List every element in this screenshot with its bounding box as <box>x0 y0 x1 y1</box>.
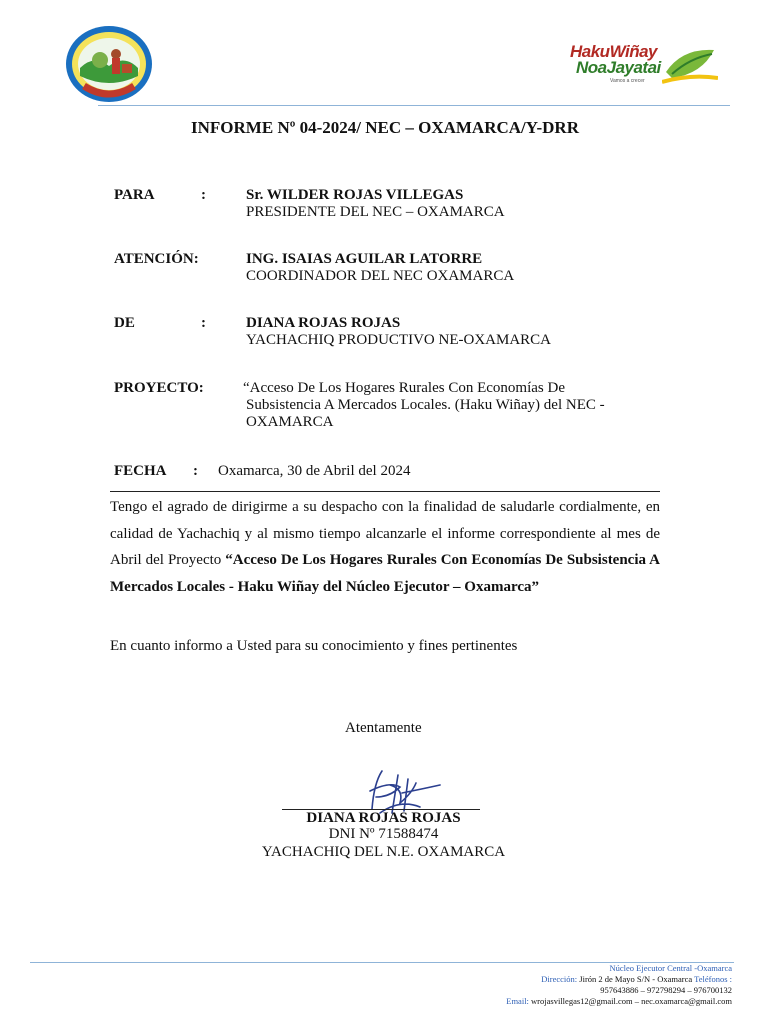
nec-oxamarca-logo <box>64 24 154 104</box>
proyecto-line-1: “Acceso De Los Hogares Rurales Con Economías De <box>243 380 565 396</box>
footer-contact <box>506 963 732 1007</box>
footer-address-row <box>506 974 732 985</box>
de-value <box>246 315 551 349</box>
footer-address: Jirón 2 de Mayo S/N - Oxamarca <box>579 974 693 984</box>
proyecto-line-2: Subsistencia A Mercados Locales. (Haku Wiñay) del NEC - <box>246 397 605 413</box>
fecha-colon: : <box>193 463 198 479</box>
noa-jayatai-wordmark: NoaJayatai <box>576 58 661 77</box>
signer-role: YACHACHIQ DEL N.E. OXAMARCA <box>261 844 506 860</box>
de-name: DIANA ROJAS ROJAS <box>246 315 401 331</box>
atencion-label: ATENCIÓN: <box>114 251 199 267</box>
footer-org: Núcleo Ejecutor Central -Oxamarca <box>609 963 732 973</box>
regards: Atentamente <box>345 720 422 736</box>
header-divider <box>98 105 730 106</box>
closing-sentence: En cuanto informo a Usted para su conocimiento y fines pertinentes <box>110 638 518 654</box>
proyecto-label: PROYECTO: <box>114 380 204 396</box>
para-label: PARA <box>114 187 155 203</box>
fecha-label: FECHA <box>114 463 167 479</box>
body-intro: Tengo el agrado de dirigirme a su despacho con la finalidad de saludarle cordialmente, en calidad de Yachachiq y al mismo tiempo alcanzarle el informe correspondiente al mes de Abril del Proyecto <box>110 499 660 568</box>
footer-phones-label: Teléfonos : <box>694 974 732 984</box>
footer-email-row <box>506 996 732 1007</box>
para-name: Sr. WILDER ROJAS VILLEGAS <box>246 187 464 203</box>
document-title: INFORME Nº 04-2024/ NEC – OXAMARCA/Y-DRR <box>191 118 579 137</box>
fecha-value: Oxamarca, 30 de Abril del 2024 <box>218 463 411 479</box>
footer-phones: 957643886 – 972798294 – 976700132 <box>600 985 732 995</box>
para-role: PRESIDENTE DEL NEC – OXAMARCA <box>246 204 505 220</box>
de-colon: : <box>201 315 206 331</box>
section-divider <box>110 491 660 492</box>
atencion-role: COORDINADOR DEL NEC OXAMARCA <box>246 268 515 284</box>
para-colon: : <box>201 187 206 203</box>
footer-email-label: Email: <box>506 996 529 1006</box>
footer-emails: wrojasvillegas12@gmail.com – nec.oxamarca@gmail.com <box>531 996 732 1006</box>
body-project-name: “Acceso De Los Hogares Rurales Con Economías De Subsistencia A Mercados Locales - Haku Wiñay del Núcleo Ejecutor – Oxamarca” <box>110 552 660 595</box>
de-label: DE <box>114 315 135 331</box>
para-value <box>246 187 505 221</box>
atencion-name: ING. ISAIAS AGUILAR LATORRE <box>246 251 483 267</box>
signer-name: DIANA ROJAS ROJAS <box>306 810 461 826</box>
haku-winay-logo <box>566 38 726 90</box>
haku-winay-wordmark: HakuWiñay <box>570 42 657 61</box>
logo-tagline: Vamos a crecer <box>610 78 645 84</box>
footer-address-label: Dirección: <box>541 974 578 984</box>
body-paragraph <box>110 494 660 600</box>
proyecto-value <box>243 380 605 431</box>
proyecto-line-3: OXAMARCA <box>246 414 334 430</box>
de-role: YACHACHIQ PRODUCTIVO NE-OXAMARCA <box>246 332 552 348</box>
signer-dni: DNI Nº 71588474 <box>328 826 439 842</box>
leaf-icon <box>662 44 718 84</box>
atencion-value <box>246 251 514 285</box>
